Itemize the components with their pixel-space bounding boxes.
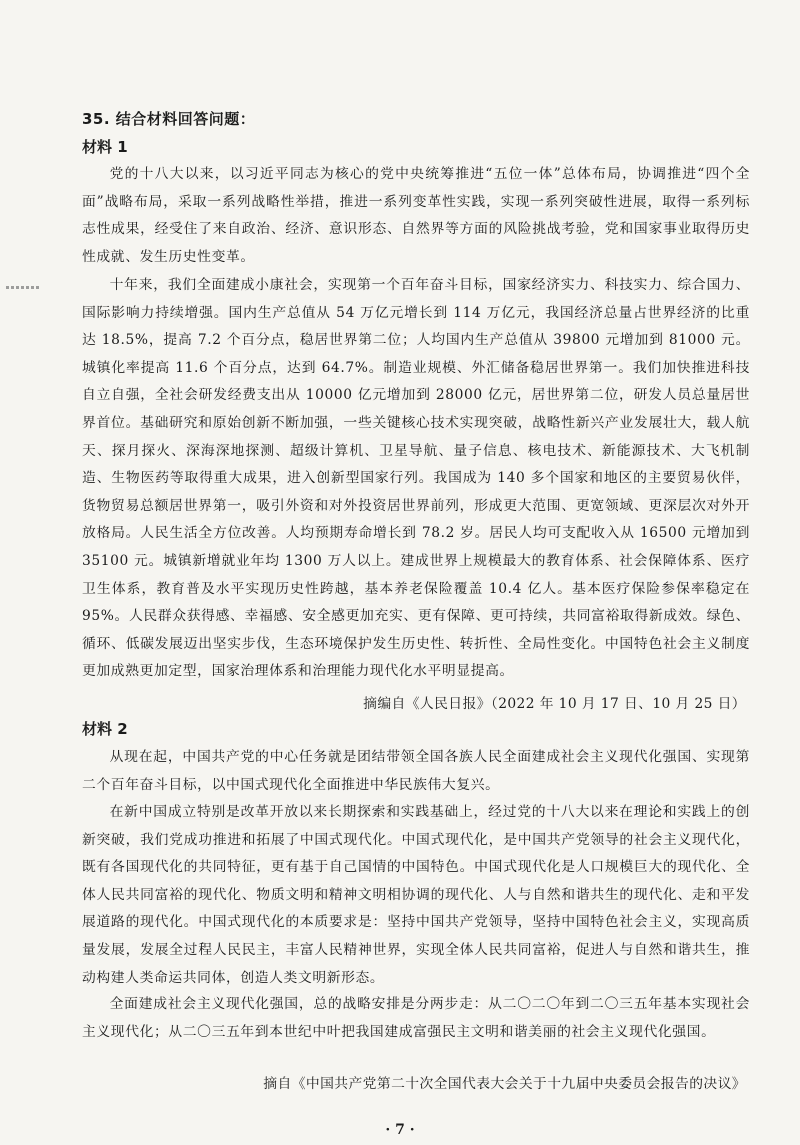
material-2-paragraph-3: 全面建成社会主义现代化强国，总的战略安排是分两步走：从二〇二〇年到二〇三五年基本实现社会主义现代化；从二〇三五年到本世纪中叶把我国建成富强民主文明和谐美丽的社会主义现代化强国。 xyxy=(82,996,750,1040)
material-1-source: 摘编自《人民日报》（2022 年 10 月 17 日、10 月 25 日） xyxy=(363,696,746,712)
material-2-title: 材料 2 xyxy=(82,720,128,738)
question-title: 35. 结合材料回答问题： xyxy=(82,110,256,128)
material-1-title: 材料 1 xyxy=(82,138,128,156)
material-1-paragraph-1: 党的十八大以来，以习近平同志为核心的党中央统筹推进“五位一体”总体布局，协调推进“四个全面”战略布局，采取一系列战略性举措，推进一系列变革性实践，实现一系列突破性进展，取得一系列标志性成果，经受住了来自政治、经济、意识形态、自然界等方面的风险挑战考验，党和国家事业取得历史性成就、发生历史性变革。 xyxy=(82,166,750,265)
margin-scan-mark xyxy=(6,286,40,289)
material-2-paragraph-1: 从现在起，中国共产党的中心任务就是团结带领全国各族人民全面建成社会主义现代化强国、实现第二个百年奋斗目标，以中国式现代化全面推进中华民族伟大复兴。 xyxy=(82,749,750,793)
material-2-source: 摘自《中国共产党第二十次全国代表大会关于十九届中央委员会报告的决议》 xyxy=(263,1076,746,1092)
page-number: · 7 · xyxy=(385,1122,415,1138)
material-1-paragraph-2: 十年来，我们全面建成小康社会，实现第一个百年奋斗目标，国家经济实力、科技实力、综合国力、国际影响力持续增强。国内生产总值从 54 万亿元增长到 114 万亿元，我国经济总量占世界经济的比重达 18.5%，提高 7.2 个百分点，稳居世界第二位；人均国内生产总值从 39800 元增加到 81000 元。城镇化率提高 11.6 个百分点，达到 64.7%。制造业规模、外汇储备稳居世界第一。我们加快推进科技自立自强，全社会研发经费支出从 10000 亿元增加到 28000 亿元，居世界第二位，研发人员总量居世界首位。基础研究和原始创新不断加强，一些关键核心技术实现突破，战略性新兴产业发展壮大，载人航天、探月探火、深海深地探测、超级计算机、卫星导航、量子信息、核电技术、新能源技术、大飞机制造、生物医药等取得重大成果，进入创新型国家行列。我国成为 140 多个国家和地区的主要贸易伙伴，货物贸易总额居世界第一，吸引外资和对外投资居世界前列，形成更大范围、更宽领域、更深层次对外开放格局。人民生活全方位改善。人均预期寿命增长到 78.2 岁。居民人均可支配收入从 16500 元增加到 35100 元。城镇新增就业年均 1300 万人以上。建成世界上规模最大的教育体系、社会保障体系、医疗卫生体系，教育普及水平实现历史性跨越，基本养老保险覆盖 10.4 亿人。基本医疗保险参保率稳定在 95%。人民群众获得感、幸福感、安全感更加充实、更有保障、更可持续，共同富裕取得新成效。绿色、循环、低碳发展迈出坚实步伐，生态环境保护发生历史性、转折性、全局性变化。中国特色社会主义制度更加成熟更加定型，国家治理体系和治理能力现代化水平明显提高。 xyxy=(82,277,750,680)
material-2-paragraph-2: 在新中国成立特别是改革开放以来长期探索和实践基础上，经过党的十八大以来在理论和实践上的创新突破，我们党成功推进和拓展了中国式现代化。中国式现代化，是中国共产党领导的社会主义现代化，既有各国现代化的共同特征，更有基于自己国情的中国特色。中国式现代化是人口规模巨大的现代化、全体人民共同富裕的现代化、物质文明和精神文明相协调的现代化、人与自然和谐共生的现代化、走和平发展道路的现代化。中国式现代化的本质要求是：坚持中国共产党领导，坚持中国特色社会主义，实现高质量发展，发展全过程人民民主，丰富人民精神世界，实现全体人民共同富裕，促进人与自然和谐共生，推动构建人类命运共同体，创造人类文明新形态。 xyxy=(82,804,750,986)
